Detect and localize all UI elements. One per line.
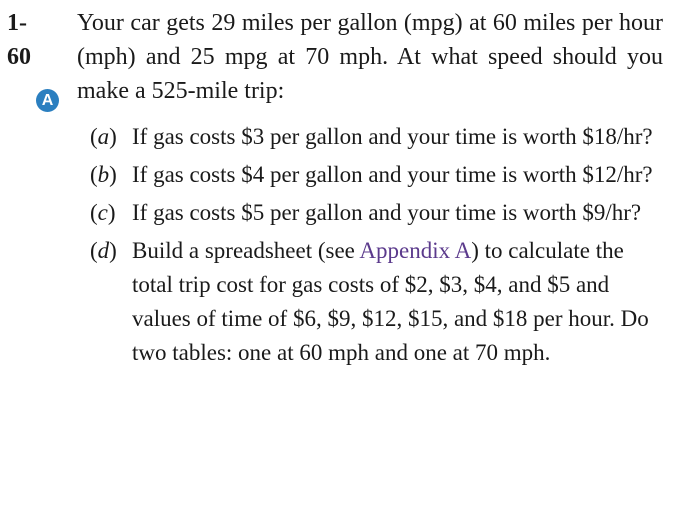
- part-a-label: (a): [90, 124, 117, 149]
- problem-number: [7, 6, 31, 74]
- problem-number-chapter: 1-: [7, 10, 27, 36]
- problem-stem: Your car gets 29 miles per gallon (mpg) at 60 miles per hour (mph) and 25 mpg at 70 mph. At what speed should you make a 525-mile trip:: [77, 10, 663, 104]
- part-d-text-after: ) to calculate the total trip cost for gas costs of $2, $3, $4, and $5 and values of time of $6, $9, $12, $15, and $18 per hour. Do two tables: one at 60 mph and one at 70 mph.: [132, 238, 649, 365]
- part-b-label: (b): [90, 162, 117, 187]
- part-d-text-before: Build a spreadsheet (see: [132, 238, 360, 263]
- part-b: [90, 158, 665, 192]
- appendix-a-link[interactable]: Appendix A: [359, 238, 472, 263]
- part-d-text: [132, 234, 665, 370]
- part-c: [90, 196, 665, 230]
- difficulty-badge: A: [36, 89, 59, 112]
- part-a: [90, 120, 665, 154]
- problem-number-index: 60: [7, 44, 31, 70]
- problem-parts: [90, 120, 665, 374]
- part-d-label: (d): [90, 238, 117, 263]
- part-c-label: (c): [90, 200, 116, 225]
- part-c-text: If gas costs $5 per gallon and your time is worth $9/hr?: [132, 200, 642, 225]
- part-b-text: If gas costs $4 per gallon and your time is worth $12/hr?: [132, 162, 653, 187]
- part-d: [90, 234, 665, 370]
- part-a-text: If gas costs $3 per gallon and your time is worth $18/hr?: [132, 124, 653, 149]
